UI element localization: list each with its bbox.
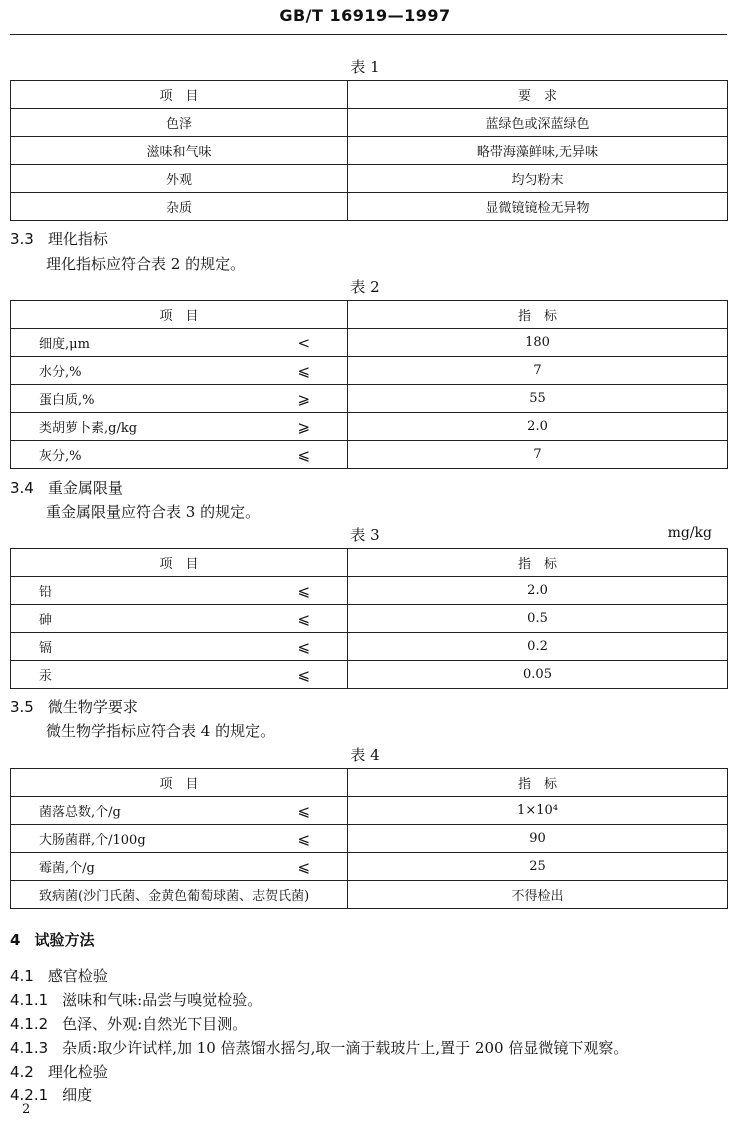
table-header-cell: 项 目 xyxy=(11,769,348,797)
subsection xyxy=(10,1013,247,1034)
section-number: 4.1 xyxy=(10,967,34,985)
table-cell: 蛋白质,% xyxy=(11,385,261,413)
table-cell: 镉 xyxy=(11,633,261,661)
table3-caption: 表 3 xyxy=(350,526,380,544)
table-row xyxy=(11,329,728,357)
table-cell: 汞 xyxy=(11,661,261,689)
table-cell: 2.0 xyxy=(348,413,728,441)
table-cell: 菌落总数,个/g xyxy=(11,797,261,825)
table-row xyxy=(11,797,728,825)
table-cell: 7 xyxy=(348,441,728,469)
table-cell: 7 xyxy=(348,357,728,385)
table-cell: 不得检出 xyxy=(348,881,728,909)
comparison-symbol: ⩽ xyxy=(261,825,348,853)
table-cell: 致病菌(沙门氏菌、金黄色葡萄球菌、志贺氏菌) xyxy=(11,881,348,909)
paragraph: 微生物学指标应符合表 4 的规定。 xyxy=(46,722,276,740)
table-row xyxy=(11,413,728,441)
table-cell: 显微镜镜检无异物 xyxy=(348,193,728,221)
table-cell: 大肠菌群,个/100g xyxy=(11,825,261,853)
comparison-symbol: ⩽ xyxy=(261,605,348,633)
table-header-row xyxy=(11,301,728,329)
section-text: 细度 xyxy=(62,1086,93,1104)
section-number: 4.2 xyxy=(10,1063,34,1081)
table-row xyxy=(11,577,728,605)
table-cell: 色泽 xyxy=(11,109,348,137)
table-header-row xyxy=(11,549,728,577)
section-title: 感官检验 xyxy=(47,967,108,985)
comparison-symbol: < xyxy=(261,329,348,357)
table-header-cell: 项 目 xyxy=(11,301,348,329)
table-cell: 细度,μm xyxy=(11,329,261,357)
section-text: 色泽、外观:自然光下目测。 xyxy=(62,1015,248,1033)
table-header-cell: 指 标 xyxy=(348,301,728,329)
comparison-symbol: ⩽ xyxy=(261,853,348,881)
table-header-cell: 指 标 xyxy=(348,769,728,797)
comparison-symbol: ⩽ xyxy=(261,441,348,469)
table-cell: 0.2 xyxy=(348,633,728,661)
table-header-row xyxy=(11,769,728,797)
table-header-cell: 要 求 xyxy=(348,81,728,109)
section-heading xyxy=(10,965,108,986)
table-cell: 外观 xyxy=(11,165,348,193)
section-number: 4.1.1 xyxy=(10,991,49,1009)
table-cell: 霉菌,个/g xyxy=(11,853,261,881)
section-number: 4 xyxy=(10,931,21,949)
table-cell: 25 xyxy=(348,853,728,881)
comparison-symbol: ⩽ xyxy=(261,577,348,605)
table-cell: 水分,% xyxy=(11,357,261,385)
table-header-cell: 项 目 xyxy=(11,549,348,577)
table-header-row xyxy=(11,81,728,109)
section-text: 杂质:取少许试样,加 10 倍蒸馏水摇匀,取一滴于载玻片上,置于 200 倍显微镜下观察。 xyxy=(62,1039,629,1057)
page-number: 2 xyxy=(22,1102,31,1117)
subsection xyxy=(10,989,262,1010)
section-number: 3.5 xyxy=(10,698,34,716)
paragraph: 理化指标应符合表 2 的规定。 xyxy=(46,255,246,273)
table1 xyxy=(10,80,728,221)
table-cell: 类胡萝卜素,g/kg xyxy=(11,413,261,441)
paragraph: 重金属限量应符合表 3 的规定。 xyxy=(46,503,261,521)
subsection xyxy=(10,1037,628,1058)
section-number: 3.4 xyxy=(10,479,34,497)
table-row xyxy=(11,165,728,193)
comparison-symbol: ⩾ xyxy=(261,413,348,441)
table-row xyxy=(11,441,728,469)
table-cell: 蓝绿色或深蓝绿色 xyxy=(348,109,728,137)
table-cell: 90 xyxy=(348,825,728,853)
table-cell: 铅 xyxy=(11,577,261,605)
table-row xyxy=(11,825,728,853)
section-title: 理化指标 xyxy=(47,230,108,248)
table1-caption: 表 1 xyxy=(350,58,380,76)
comparison-symbol: ⩽ xyxy=(261,633,348,661)
table2 xyxy=(10,300,728,469)
table-cell: 灰分,% xyxy=(11,441,261,469)
table-row xyxy=(11,385,728,413)
table3-unit: mg/kg xyxy=(667,525,712,541)
document-header-title: GB/T 16919—1997 xyxy=(279,6,451,25)
table-cell: 杂质 xyxy=(11,193,348,221)
table-row xyxy=(11,109,728,137)
table-cell: 砷 xyxy=(11,605,261,633)
section-heading xyxy=(10,929,94,950)
section-number: 3.3 xyxy=(10,230,34,248)
table-row xyxy=(11,661,728,689)
section-heading xyxy=(10,1061,108,1082)
comparison-symbol: ⩽ xyxy=(261,357,348,385)
table-cell: 均匀粉末 xyxy=(348,165,728,193)
table-cell: 0.05 xyxy=(348,661,728,689)
table-cell: 滋味和气味 xyxy=(11,137,348,165)
table-row xyxy=(11,357,728,385)
table4 xyxy=(10,768,728,909)
table-cell: 180 xyxy=(348,329,728,357)
section-number: 4.1.3 xyxy=(10,1039,49,1057)
table-cell: 55 xyxy=(348,385,728,413)
table3 xyxy=(10,548,728,689)
section-heading xyxy=(10,228,108,249)
table-cell: 1×10⁴ xyxy=(348,797,728,825)
section-text: 滋味和气味:品尝与嗅觉检验。 xyxy=(62,991,263,1009)
table-cell: 0.5 xyxy=(348,605,728,633)
section-title: 重金属限量 xyxy=(47,479,123,497)
table-row xyxy=(11,633,728,661)
comparison-symbol: ⩽ xyxy=(261,797,348,825)
section-number: 4.2.1 xyxy=(10,1086,49,1104)
table-cell: 2.0 xyxy=(348,577,728,605)
table4-caption: 表 4 xyxy=(350,746,380,764)
section-heading xyxy=(10,477,123,498)
header-divider xyxy=(10,34,727,35)
comparison-symbol: ⩾ xyxy=(261,385,348,413)
section-title: 试验方法 xyxy=(34,931,95,949)
table-cell: 略带海藻鲜味,无异味 xyxy=(348,137,728,165)
table-row xyxy=(11,137,728,165)
table-header-cell: 项 目 xyxy=(11,81,348,109)
table2-caption: 表 2 xyxy=(350,278,380,296)
table-row xyxy=(11,193,728,221)
section-title: 微生物学要求 xyxy=(47,698,138,716)
section-heading xyxy=(10,696,138,717)
comparison-symbol: ⩽ xyxy=(261,661,348,689)
section-number: 4.1.2 xyxy=(10,1015,49,1033)
table-row xyxy=(11,881,728,909)
table-header-cell: 指 标 xyxy=(348,549,728,577)
section-title: 理化检验 xyxy=(47,1063,108,1081)
table-row xyxy=(11,605,728,633)
table-row xyxy=(11,853,728,881)
